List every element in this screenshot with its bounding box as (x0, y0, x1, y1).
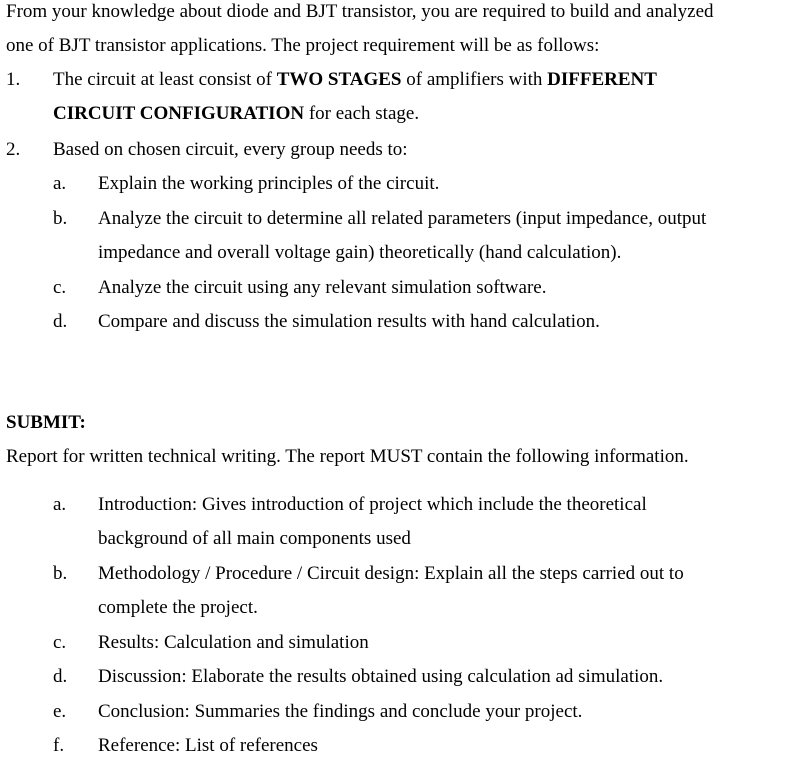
submit-item-c-line-1: Results: Calculation and simulation (98, 632, 369, 653)
requirement-2-text: Based on chosen circuit, every group needs to: (53, 139, 408, 160)
req2-sub-a-marker: a. (53, 173, 67, 194)
req1-text-b: of amplifiers with (401, 69, 548, 90)
submit-item-a-line-1: Introduction: Gives introduction of project which include the theoretical (98, 494, 647, 515)
req1-text-c: for each stage. (304, 103, 420, 124)
req2-sub-d-line-1: Compare and discuss the simulation results with hand calculation. (98, 311, 600, 332)
submit-item-d-marker: d. (53, 666, 68, 687)
req1-text-a: The circuit at least consist of (53, 69, 277, 90)
req2-sub-c-line-1: Analyze the circuit using any relevant simulation software. (98, 277, 547, 298)
submit-item-a-marker: a. (53, 494, 67, 515)
requirement-1-line-2 (53, 102, 419, 126)
submit-item-a-line-2: background of all main components used (98, 528, 411, 549)
req2-sub-b-line-2: impedance and overall voltage gain) theoretically (hand calculation). (98, 242, 622, 263)
intro-line-2: one of BJT transistor applications. The project requirement will be as follows: (6, 35, 600, 56)
req2-sub-b-marker: b. (53, 208, 68, 229)
req1-bold-circuit-configuration: CIRCUIT CONFIGURATION (53, 103, 305, 124)
req1-bold-two-stages: TWO STAGES (276, 69, 402, 90)
requirement-1-line-1 (53, 68, 657, 92)
intro-line-1: From your knowledge about diode and BJT transistor, you are required to build and analyzed (6, 1, 714, 22)
submit-item-b-marker: b. (53, 563, 68, 584)
submit-item-f-line-1: Reference: List of references (98, 735, 318, 756)
req2-sub-b-line-1: Analyze the circuit to determine all related parameters (input impedance, output (98, 208, 707, 229)
req1-bold-different: DIFFERENT (547, 69, 657, 90)
submit-item-e-line-1: Conclusion: Summaries the findings and conclude your project. (98, 701, 583, 722)
requirement-2-marker: 2. (6, 139, 21, 160)
submit-item-b-line-2: complete the project. (98, 597, 258, 618)
submit-intro: Report for written technical writing. The report MUST contain the following information. (6, 446, 689, 467)
req2-sub-c-marker: c. (53, 277, 67, 298)
submit-item-e-marker: e. (53, 701, 67, 722)
submit-item-d-line-1: Discussion: Elaborate the results obtained using calculation ad simulation. (98, 666, 664, 687)
submit-item-b-line-1: Methodology / Procedure / Circuit design: Explain all the steps carried out to (98, 563, 684, 584)
submit-heading (6, 411, 86, 435)
requirement-1-marker: 1. (6, 69, 21, 90)
submit-item-c-marker: c. (53, 632, 67, 653)
submit-item-f-marker: f. (53, 735, 65, 756)
req2-sub-d-marker: d. (53, 311, 68, 332)
submit-heading-text: SUBMIT: (6, 412, 86, 433)
req2-sub-a-line-1: Explain the working principles of the circuit. (98, 173, 440, 194)
